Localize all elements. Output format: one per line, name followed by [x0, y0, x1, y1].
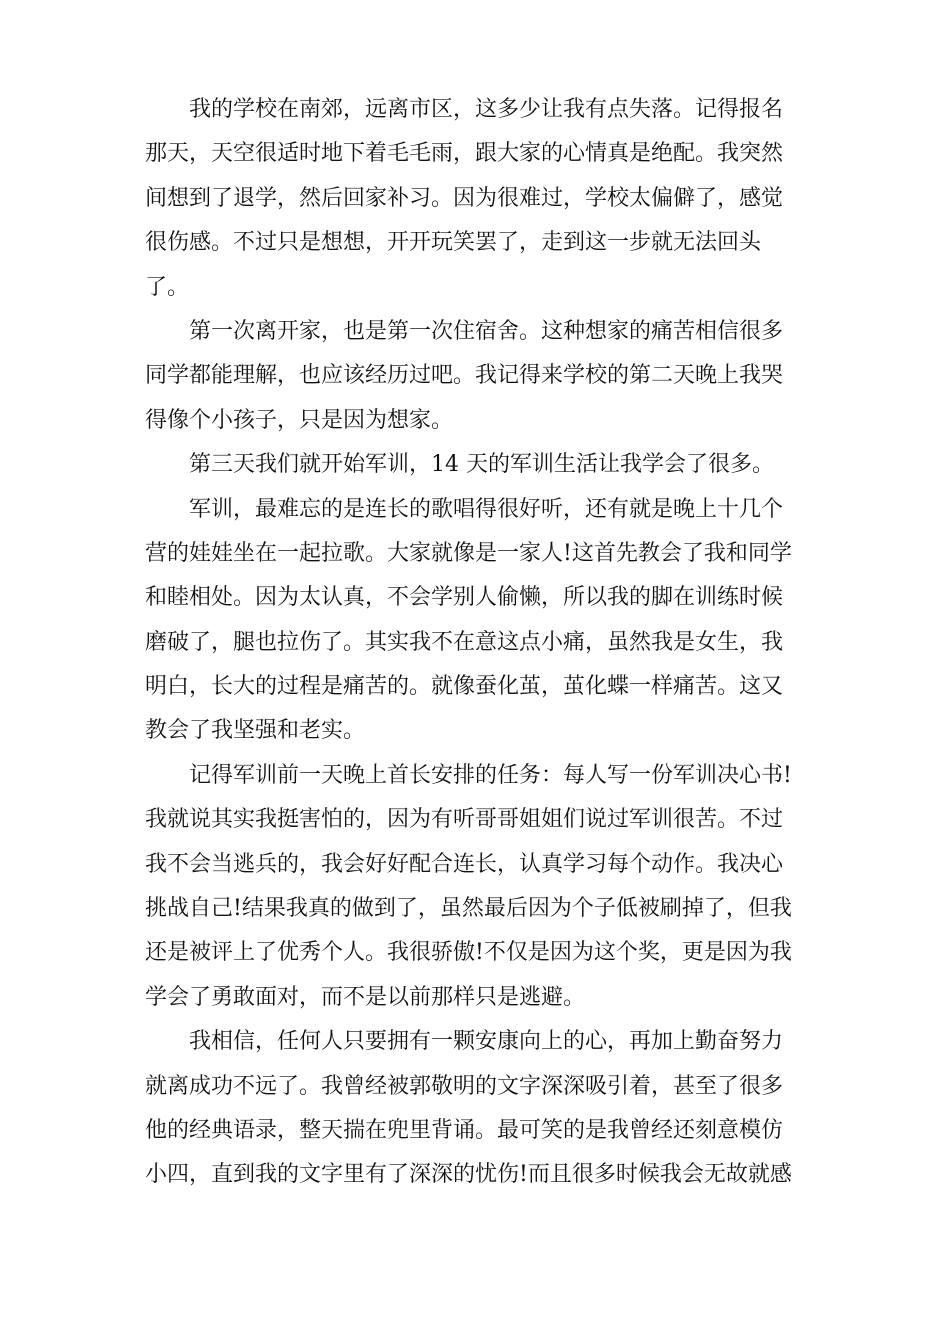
text-line: 我的学校在南郊，远离市区，这多少让我有点失落。记得报名 [189, 97, 784, 122]
text-line: 得像个小孩子，只是因为想家。 [145, 407, 454, 433]
text-line: 那天，天空很适时地下着毛毛雨，跟大家的心情真是绝配。我突然 [145, 141, 784, 167]
paragraph-2 [145, 310, 809, 443]
document-body [145, 88, 809, 1198]
text-line: 很伤感。不过只是想想，开开玩笑罢了，走到这一步就无法回头 [145, 230, 762, 256]
text-line: 磨破了，腿也拉伤了。其实我不在意这点小痛，虽然我是女生，我 [145, 629, 784, 655]
text-line: 教会了我坚强和老实。 [145, 718, 366, 744]
text-line: 第一次离开家，也是第一次住宿舍。这种想家的痛苦相信很多 [189, 318, 784, 344]
text-line: 记得军训前一天晚上首长安排的任务：每人写一份军训决心书! [189, 762, 792, 788]
text-line: 我相信，任何人只要拥有一颗安康向上的心，再加上勤奋努力 [189, 1029, 784, 1055]
text-line: 就离成功不远了。我曾经被郭敬明的文字深深吸引着，甚至了很多 [145, 1073, 784, 1099]
paragraph-4 [145, 488, 809, 754]
text-line: 和睦相处。因为太认真，不会学别人偷懒，所以我的脚在训练时候 [145, 585, 784, 611]
text-line: 挑战自己!结果我真的做到了，虽然最后因为个子低被刷掉了，但我 [145, 896, 792, 922]
paragraph-5 [145, 754, 809, 1020]
text-line: 营的娃娃坐在一起拉歌。大家就像是一家人!这首先教会了我和同学 [145, 540, 792, 566]
text-line: 小四，直到我的文字里有了深深的忧伤!而且很多时候我会无故就感 [145, 1162, 792, 1188]
text-line: 同学都能理解，也应该经历过吧。我记得来学校的第二天晚上我哭 [145, 363, 784, 389]
text-line: 了。 [145, 274, 190, 300]
text-line: 我就说其实我挺害怕的，因为有听哥哥姐姐们说过军训很苦。不过 [145, 807, 784, 833]
text-line: 明白，长大的过程是痛苦的。就像蚕化茧，茧化蝶一样痛苦。这又 [145, 674, 784, 700]
text-line: 军训，最难忘的是连长的歌唱得很好听，还有就是晚上十几个 [189, 496, 784, 522]
text-line: 我不会当逃兵的，我会好好配合连长，认真学习每个动作。我决心 [145, 851, 784, 877]
text-line: 他的经典语录，整天揣在兜里背诵。最可笑的是我曾经还刻意模仿 [145, 1117, 784, 1143]
paragraph-1 [145, 88, 809, 310]
paragraph-3 [145, 443, 809, 487]
text-line: 间想到了退学，然后回家补习。因为很难过，学校太偏僻了，感觉 [145, 185, 784, 211]
text-line: 还是被评上了优秀个人。我很骄傲!不仅是因为这个奖，更是因为我 [145, 940, 792, 966]
paragraph-6 [145, 1020, 809, 1198]
text-line: 学会了勇敢面对，而不是以前那样只是逃避。 [145, 984, 586, 1010]
text-line: 第三天我们就开始军训，14 天的军训生活让我学会了很多。 [189, 452, 774, 478]
